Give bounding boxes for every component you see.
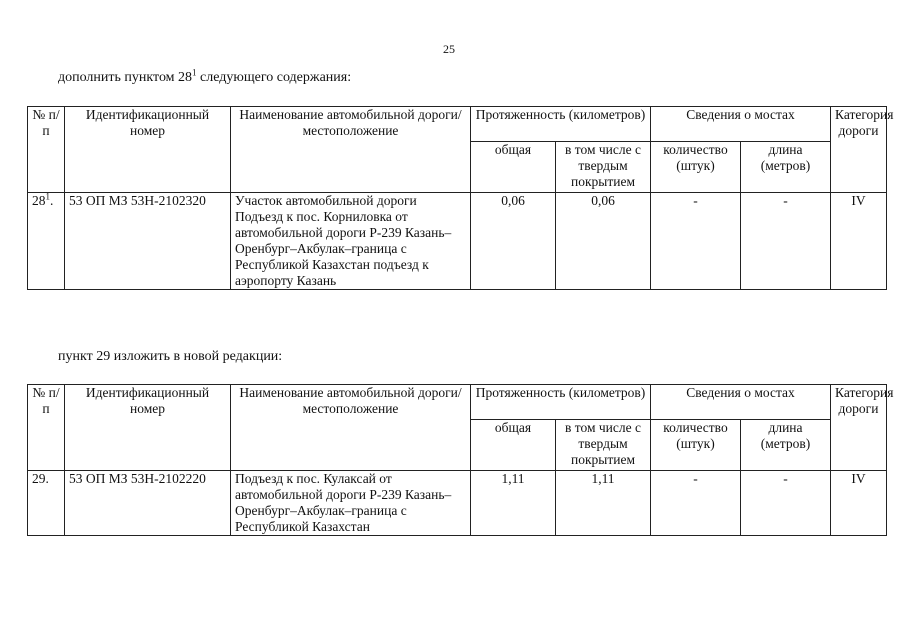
table-header-row bbox=[28, 385, 887, 420]
header-bridges-count: количество (штук) bbox=[651, 420, 741, 471]
header-category: Категория дороги bbox=[831, 107, 887, 193]
row-name: Подъезд к пос. Кулаксай от автомобильной дороги Р-239 Казань–Оренбург–Акбулак–граница с Республикой Казахстан bbox=[231, 471, 471, 536]
header-length-paved: в том числе с твердым покрытием bbox=[556, 142, 651, 193]
row-category: IV bbox=[831, 471, 887, 536]
row-bridges-count: - bbox=[651, 193, 741, 290]
row-bridges-length: - bbox=[741, 471, 831, 536]
header-length: Протяженность (километров) bbox=[471, 107, 651, 142]
table-row bbox=[28, 193, 887, 290]
header-length-paved: в том числе с твердым покрытием bbox=[556, 420, 651, 471]
header-length-total: общая bbox=[471, 142, 556, 193]
header-id: Идентификационный номер bbox=[65, 107, 231, 193]
page-number: 25 bbox=[443, 42, 455, 56]
header-category: Категория дороги bbox=[831, 385, 887, 471]
road-table-28-1 bbox=[27, 106, 894, 290]
row-id: 53 ОП МЗ 53Н-2102220 bbox=[65, 471, 231, 536]
paragraph-superscript: 1 bbox=[192, 67, 197, 78]
row-id: 53 ОП МЗ 53Н-2102320 bbox=[65, 193, 231, 290]
header-name: Наименование автомобильной дороги/местоположение bbox=[231, 385, 471, 471]
header-id: Идентификационный номер bbox=[65, 385, 231, 471]
header-bridges: Сведения о мостах bbox=[651, 385, 831, 420]
header-bridges-count: количество (штук) bbox=[651, 142, 741, 193]
row-length-paved: 1,11 bbox=[556, 471, 651, 536]
row-name: Участок автомобильной дороги Подъезд к пос. Корниловка от автомобильной дороги Р-239 Казань–Оренбург–Акбулак–граница с Республикой Казахстан подъезд к аэропорту Казань bbox=[231, 193, 471, 290]
header-bridges-length: длина (метров) bbox=[741, 420, 831, 471]
header-num: № п/п bbox=[28, 385, 65, 471]
header-bridges: Сведения о мостах bbox=[651, 107, 831, 142]
row-bridges-length: - bbox=[741, 193, 831, 290]
paragraph-text-end: следующего содержания: bbox=[196, 70, 352, 85]
row-length-total: 0,06 bbox=[471, 193, 556, 290]
row-num-suffix: . bbox=[50, 193, 54, 208]
row-category: IV bbox=[831, 193, 887, 290]
row-num: 29. bbox=[28, 471, 65, 536]
amendment-paragraph-29: пункт 29 изложить в новой редакции: bbox=[58, 349, 283, 364]
paragraph-text: дополнить пунктом 28 bbox=[58, 70, 193, 85]
table-header-row bbox=[28, 107, 887, 142]
row-bridges-count: - bbox=[651, 471, 741, 536]
table-row bbox=[28, 471, 887, 536]
header-name: Наименование автомобильной дороги/местоположение bbox=[231, 107, 471, 193]
row-num-value: 28 bbox=[32, 193, 46, 208]
road-table-29 bbox=[27, 384, 894, 536]
row-length-total: 1,11 bbox=[471, 471, 556, 536]
header-length: Протяженность (километров) bbox=[471, 385, 651, 420]
header-num: № п/п bbox=[28, 107, 65, 193]
header-length-total: общая bbox=[471, 420, 556, 471]
header-bridges-length: длина (метров) bbox=[741, 142, 831, 193]
row-length-paved: 0,06 bbox=[556, 193, 651, 290]
row-num-superscript: 1 bbox=[45, 191, 50, 202]
row-num bbox=[28, 193, 65, 290]
amendment-paragraph-28-1 bbox=[58, 67, 352, 86]
